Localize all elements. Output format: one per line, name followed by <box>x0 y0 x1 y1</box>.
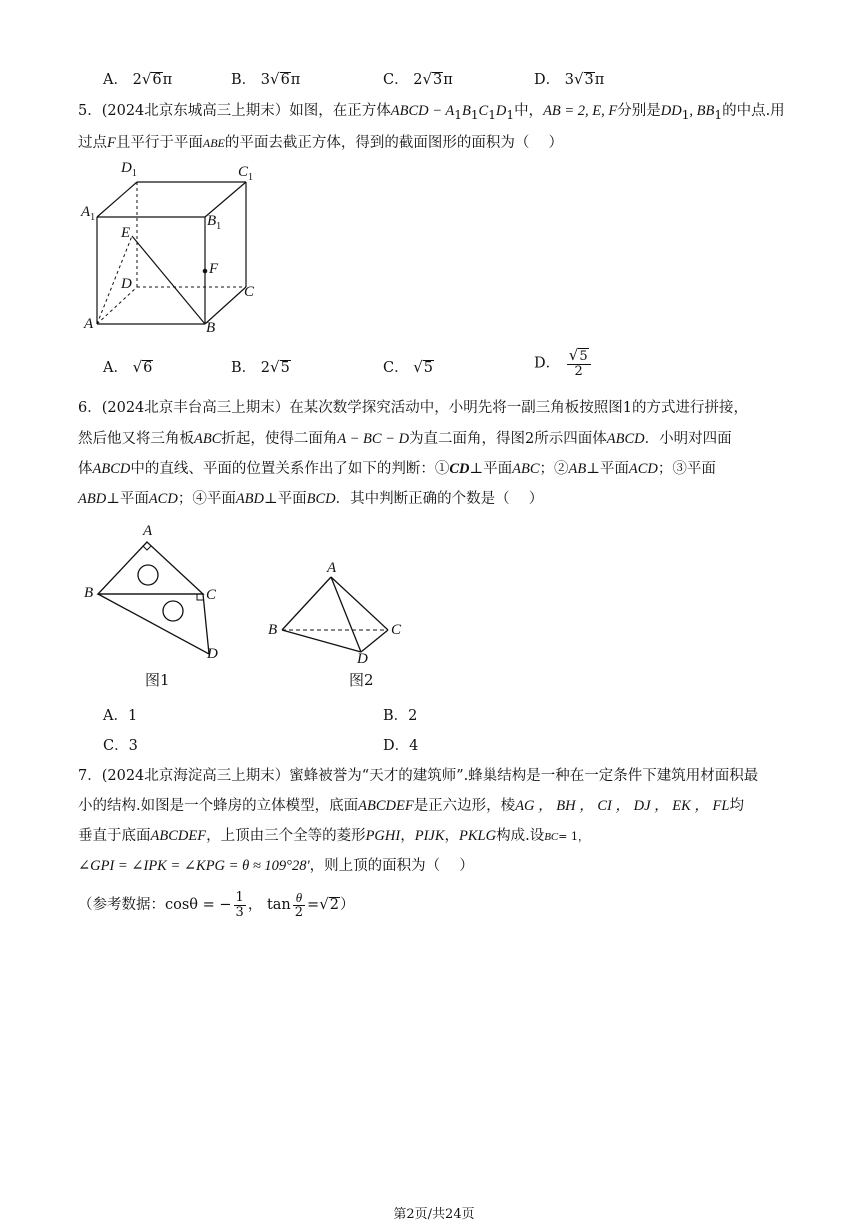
q4-option-a: A． 2√6π <box>103 70 173 88</box>
q6-stem-line4: ABD⊥平面ACD；④平面ABD⊥平面BCD．其中判断正确的个数是（ ） <box>78 491 544 507</box>
page-number: 第2页/共24页 <box>393 1207 475 1222</box>
q5-option-c: C． √5 <box>383 358 434 376</box>
q4-option-d: D． 3√3π <box>534 70 605 88</box>
cube-label-c1: $C_1$ <box>238 164 254 183</box>
q7-reference-data: （参考数据：cosθ = − $\frac{1}{3}$ ， tan $\frac{\theta}{2}$ =√2） <box>78 889 355 920</box>
cube-label-d: D <box>121 276 132 292</box>
cube-label-f: F <box>209 261 219 277</box>
q5-stem-line1: 5．(2024北京东城高三上期末）如图，在正方体ABCD − $A_1B_1C_1D_1$中，AB = 2, E, F分别是$DD_1$, $BB_1$的中点.用 <box>78 103 785 122</box>
q5-option-a: A． √6 <box>103 358 153 376</box>
cube-label-d1: $D_1$ <box>121 160 137 179</box>
q4-option-b: B． 3√6π <box>231 70 301 88</box>
q5-option-d: D． $\frac{√5}{2}$ <box>534 348 593 379</box>
cube-label-b1: $B_1$ <box>207 213 222 232</box>
q6-option-b: B．2 <box>383 708 418 724</box>
q7-stem-line3: 垂直于底面ABCDEF，上顶由三个全等的菱形PGHI，PIJK，PKLG构成.设BC= 1， <box>78 828 589 844</box>
q7-stem-line2: 小的结构.如图是一个蜂房的立体模型，底面ABCDEF是正六边形，棱AG ， BH ， CI ， DJ ， EK ， FL均 <box>78 798 744 814</box>
fig1-label-d: D <box>207 646 218 662</box>
cube-label-c: C <box>244 284 255 300</box>
fig1-label-b: B <box>84 585 94 601</box>
fig2-label-d: D <box>357 651 368 667</box>
q6-option-c: C．3 <box>103 738 138 754</box>
cube-label-a: A <box>84 316 94 332</box>
fig2-caption: 图2 <box>349 671 374 689</box>
q7-stem-line4: ∠GPI = ∠IPK = ∠KPG = θ ≈ 109°28′，则上顶的面积为（ ） <box>78 858 474 874</box>
fig2-label-c: C <box>391 622 402 638</box>
q6-option-a: A．1 <box>103 708 138 724</box>
fig1-caption: 图1 <box>145 671 170 689</box>
q6-option-d: D．4 <box>383 738 419 754</box>
q5-stem-line2: 过点F且平行于平面ABE的平面去截正方体，得到的截面图形的面积为（ ） <box>78 135 563 151</box>
q7-stem-line1: 7．(2024北京海淀高三上期末）蜜蜂被誉为“天才的建筑师”.蜂巢结构是一种在一定条件下建筑用材面积最 <box>78 768 759 784</box>
fig2-label-a: A <box>327 560 337 576</box>
fig2-label-b: B <box>268 622 278 638</box>
q6-stem-line1: 6．(2024北京丰台高三上期末）在某次数学探究活动中，小明先将一副三角板按照图1的方式进行拼接， <box>78 400 749 416</box>
q6-stem-line3: 体ABCD中的直线、平面的位置关系作出了如下的判断：①CD⊥平面ABC；②AB⊥平面ACD；③平面 <box>78 461 716 477</box>
q5-option-b: B． 2√5 <box>231 358 290 376</box>
q4-option-c: C． 2√3π <box>383 70 453 88</box>
cube-label-e: E <box>121 225 131 241</box>
fig1-label-c: C <box>206 587 217 603</box>
cube-label-b: B <box>206 320 216 336</box>
fig1-label-a: A <box>143 523 153 539</box>
cube-label-a1: $A_1$ <box>81 204 96 223</box>
q6-stem-line2: 然后他又将三角板ABC折起，使得二面角A − BC − D为直二面角，得图2所示四面体ABCD．小明对四面 <box>78 431 732 447</box>
